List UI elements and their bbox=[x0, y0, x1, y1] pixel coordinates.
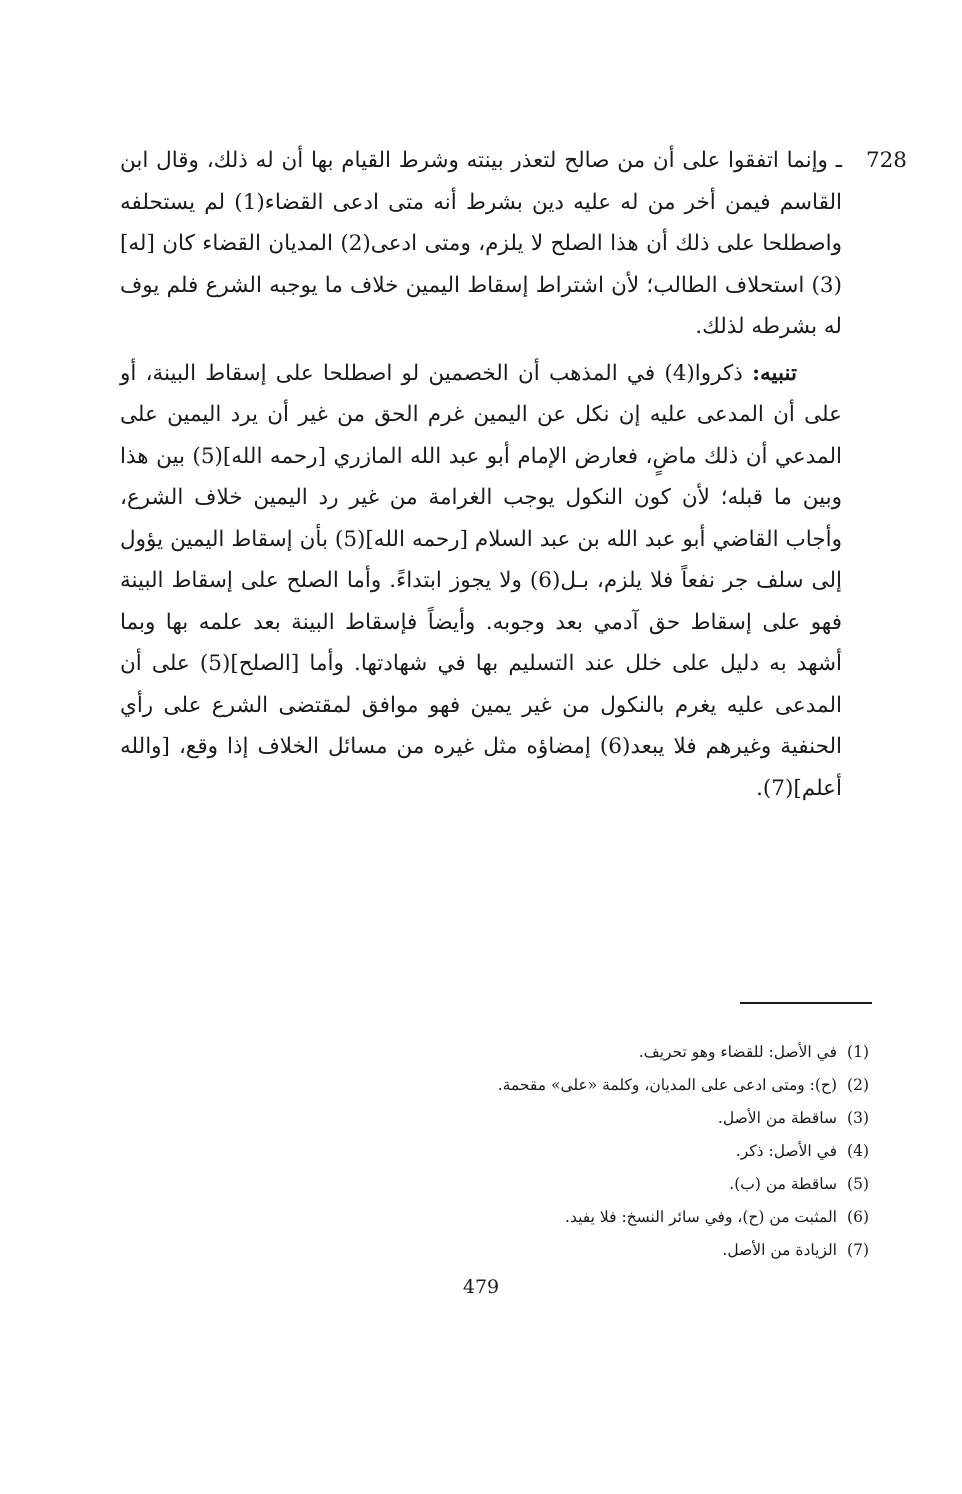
footnote-3 bbox=[169, 1102, 869, 1135]
footnote-number: (1) bbox=[847, 1043, 869, 1061]
footnote-text: في الأصل: للقضاء وهو تحريف. bbox=[638, 1043, 837, 1061]
footnote-text: المثبت من (ح)، وفي سائر النسخ: فلا يفيد. bbox=[565, 1208, 837, 1226]
footnote-7 bbox=[169, 1234, 869, 1267]
main-text-block bbox=[120, 140, 907, 809]
footnote-text: ساقطة من (ب). bbox=[729, 1175, 837, 1193]
footnote-number: (5) bbox=[847, 1175, 869, 1193]
footnote-number: (3) bbox=[847, 1109, 869, 1127]
footnote-text: في الأصل: ذكر. bbox=[735, 1142, 837, 1160]
footnote-text: ساقطة من الأصل. bbox=[717, 1109, 837, 1127]
paragraph-number: 728 bbox=[865, 148, 907, 173]
footnote-text: الزيادة من الأصل. bbox=[722, 1241, 837, 1259]
footnote-4 bbox=[169, 1135, 869, 1168]
note-text: ذكروا(4) في المذهب أن الخصمين لو اصطلحا على إسقاط البينة، أو على أن المدعى عليه إن نكل عن اليمين غرم الحق من غير أن يرد اليمين على المدعي أن ذلك ماضٍ، فعارض الإمام أبو عبد الله المازري [رحمه الله](5) بين هذا وبين ما قبله؛ لأن كون النكول يوجب الغرامة من غير رد اليمين خلاف الشرع، وأجاب القاضي أبو عبد الله بن عبد السلام [رحمه الله](5) بأن إسقاط اليمين يؤول إلى سلف جر نفعاً فلا يلزم، بـل(6) ولا يجوز ابتداءً. وأما الصلح على إسقاط البينة فهو على إسقاط حق آدمي بعد وجوبه. وأيضاً فإسقاط البينة بعد علمه بها وبما أشهد به دليل على خلل عند التسليم بها في شهادتها. وأما [الصلح](5) على أن المدعى عليه يغرم بالنكول من غير يمين فهو موافق لمقتضى الشرع على رأي الحنفية وغيرهم فلا يبعد(6) إمضاؤه مثل غيره من مسائل الخلاف إذا وقع، [والله أعلم](7). bbox=[120, 360, 842, 801]
paragraph-728 bbox=[120, 140, 907, 348]
footnote-number: (7) bbox=[847, 1241, 869, 1259]
footnote-6 bbox=[169, 1201, 869, 1234]
footnote-text: (ح): ومتى ادعى على المديان، وكلمة «على» مقحمة. bbox=[497, 1076, 837, 1094]
note-paragraph bbox=[120, 353, 842, 810]
paragraph-728-text: ـ وإنما اتفقوا على أن من صالح لتعذر بينته وشرط القيام بها أن له ذلك، وقال ابن القاسم فيمن أخر من له عليه دين بشرط أنه متى ادعى القضاء(1) لم يستحلفه واصطلحا على ذلك أن هذا الصلح لا يلزم، ومتى ادعى(2) المديان القضاء كان [له](3) استحلاف الطالب؛ لأن اشتراط إسقاط اليمين خلاف ما يوجبه الشرع فلم يوف له بشرطه لذلك. bbox=[120, 148, 842, 339]
footnote-1 bbox=[169, 1036, 869, 1069]
footnote-number: (2) bbox=[847, 1076, 869, 1094]
footnotes-list bbox=[169, 1036, 869, 1267]
footnote-number: (4) bbox=[847, 1142, 869, 1160]
page-number: 479 bbox=[462, 1276, 500, 1298]
note-label: تنبيه: bbox=[752, 360, 797, 386]
footnote-divider bbox=[740, 1002, 872, 1004]
footnote-5 bbox=[169, 1168, 869, 1201]
footnote-number: (6) bbox=[847, 1208, 869, 1226]
footnote-2 bbox=[169, 1069, 869, 1102]
